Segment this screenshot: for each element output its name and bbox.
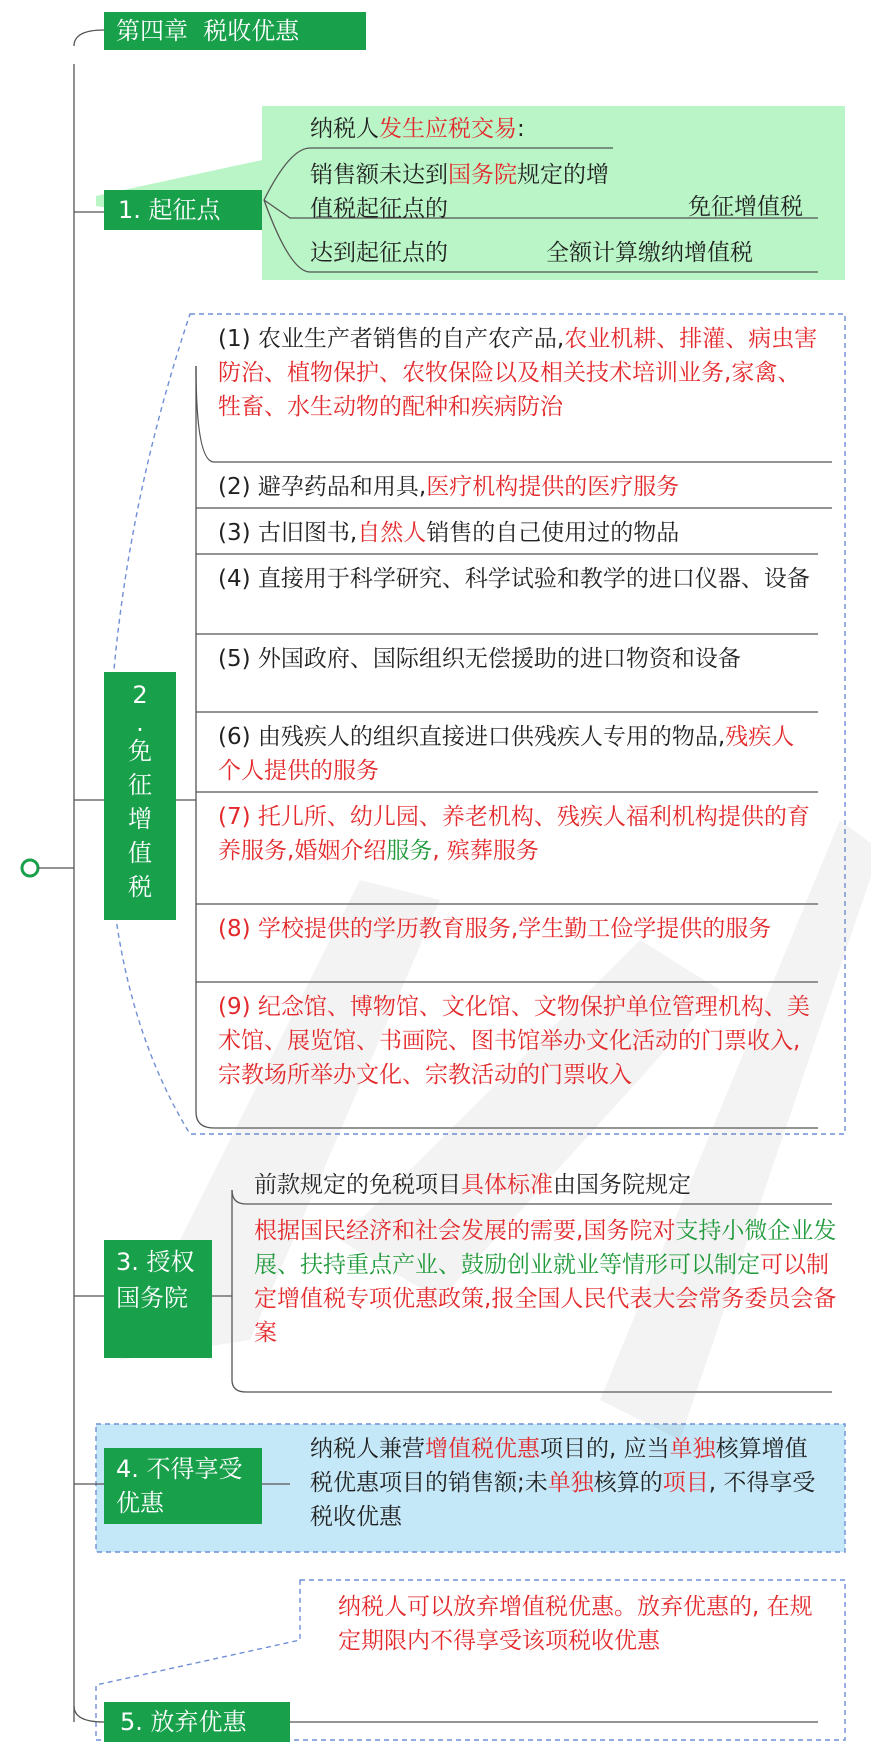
- exemption-item-3: [218, 516, 838, 550]
- chapter-title: 第四章 税收优惠: [116, 17, 300, 45]
- text-run: 可以制定增值税专项优惠政策,: [254, 1252, 829, 1312]
- exemption-item-7: [218, 800, 814, 868]
- section-1-label: 1. 起征点: [118, 196, 221, 224]
- text-run: , 殡葬服务: [432, 838, 539, 864]
- text-run: 具体标准: [461, 1172, 553, 1198]
- section-2-node[interactable]: [104, 672, 176, 920]
- text-run: 医疗机构提供的医疗服务: [426, 474, 680, 500]
- text-run: 自然人: [357, 520, 427, 546]
- exemption-item-5: [218, 642, 808, 676]
- text-run: 残疾人个人提供的服务: [218, 724, 795, 784]
- section-3-label: 3. 授权国务院: [116, 1248, 195, 1312]
- exemption-item-4: [218, 562, 814, 596]
- text-run: (6) 由残疾人的组织直接进口供残疾人专用的物品,: [218, 724, 726, 750]
- section-1-below-threshold: [310, 158, 614, 226]
- text-run: 农业机耕、排灌、病虫害防治、植物保护、农牧保险以及相关技术培训业务,: [218, 326, 818, 386]
- text-run: 学生勤工俭学提供的服务: [518, 916, 772, 942]
- text-run: 报全国人民代表大会常务委员会备案: [254, 1286, 837, 1346]
- section-4-node[interactable]: [104, 1448, 262, 1524]
- section-5-label: 5. 放弃优惠: [120, 1708, 247, 1736]
- section-2-label-char: 增: [128, 805, 152, 833]
- text-run: 纳税人兼营: [310, 1436, 425, 1462]
- section-4-label: 4. 不得享受优惠: [116, 1455, 243, 1517]
- section-2-label-char: 免: [128, 737, 152, 765]
- text-run: 单独: [669, 1436, 716, 1462]
- text-run: 服务: [386, 838, 433, 864]
- text-run: 宗教场所举办文化、宗教活动的门票收入: [218, 1062, 632, 1088]
- section-2-label-char: 值: [128, 839, 152, 867]
- text-run: (2) 避孕药品和用具,: [218, 474, 427, 500]
- section-2-label-char: .: [136, 709, 144, 737]
- exemption-item-6: [218, 720, 808, 788]
- text-run: 销售的自己使用过的物品: [426, 520, 680, 546]
- section-1-reached-threshold: 达到起征点的: [310, 240, 448, 266]
- section-1-reached-threshold-result: 全额计算缴纳增值税: [546, 240, 753, 266]
- text-run: 国务院对: [583, 1218, 676, 1244]
- chapter-title-node[interactable]: [104, 12, 366, 50]
- text-run: (1) 农业生产者销售的自产农产品,: [218, 326, 565, 352]
- text-run: 家禽、牲畜、水生动物的配种和疾病防治: [218, 360, 801, 420]
- section-3-standard: [254, 1168, 844, 1202]
- text-run: (8) 学校提供的学历教育服务,: [218, 916, 519, 942]
- exemption-item-8: [218, 912, 808, 946]
- text-run: 前款规定的免税项目: [254, 1172, 461, 1198]
- text-run: 由国务院规定: [553, 1172, 691, 1198]
- text-run: 婚姻介绍: [294, 838, 387, 864]
- text-run: 项目的, 应当: [540, 1436, 670, 1462]
- text-run: :: [517, 116, 525, 142]
- section-4-text: [310, 1432, 830, 1534]
- section-3-authorization: [254, 1214, 838, 1350]
- section-1-below-threshold-result: 免征增值税: [688, 194, 803, 220]
- section-5-text: 纳税人可以放弃增值税优惠。放弃优惠的, 在规定期限内不得享受该项税收优惠: [338, 1594, 813, 1654]
- section-2-label-char: 2: [132, 681, 148, 709]
- text-run: 核算的: [593, 1470, 663, 1496]
- section-2-label-char: 征: [128, 771, 152, 799]
- text-run: 单独: [547, 1470, 594, 1496]
- text-run: (9) 纪念馆、博物馆、文化馆、文物保护单位管理机构、美术馆、展览馆、书画院、图书馆举办文化活动的门票收入,: [218, 994, 810, 1054]
- exemption-item-9: [218, 990, 814, 1092]
- section-1-node[interactable]: [104, 190, 262, 230]
- text-run: 增值税优惠: [425, 1436, 540, 1462]
- exemption-item-1: [218, 322, 818, 424]
- text-run: (5) 外国政府、国际组织无偿援助的进口物资和设备: [218, 646, 741, 672]
- text-run: (7) 托儿所、幼儿园、养老机构、残疾人福利机构提供的育养服务,: [218, 804, 810, 864]
- text-run: 纳税人: [310, 116, 379, 142]
- text-run: 国务院: [448, 162, 517, 188]
- section-5-node[interactable]: [104, 1702, 290, 1742]
- exemption-item-2: [218, 470, 838, 504]
- section-2-label-char: 税: [128, 873, 152, 901]
- text-run: , 不得享受税收优惠: [310, 1470, 816, 1530]
- text-run: 核算增值税优惠项目的销售额;未: [310, 1436, 808, 1496]
- text-run: (3) 古旧图书,: [218, 520, 358, 546]
- text-run: (4) 直接用于科学研究、科学试验和教学的进口仪器、设备: [218, 566, 810, 592]
- section-1-intro: [310, 112, 830, 146]
- text-run: 项目: [662, 1470, 709, 1496]
- text-run: 发生应税交易: [379, 116, 517, 142]
- section-3-node[interactable]: [104, 1240, 212, 1358]
- text-run: 销售额未达到: [310, 162, 448, 188]
- text-run: 支持小微企业发展、扶持重点产业、鼓励创业就业等情形可以制定: [254, 1218, 837, 1278]
- text-run: 规定的增值税起征点的: [310, 162, 609, 222]
- text-run: 根据国民经济和社会发展的需要,: [254, 1218, 584, 1244]
